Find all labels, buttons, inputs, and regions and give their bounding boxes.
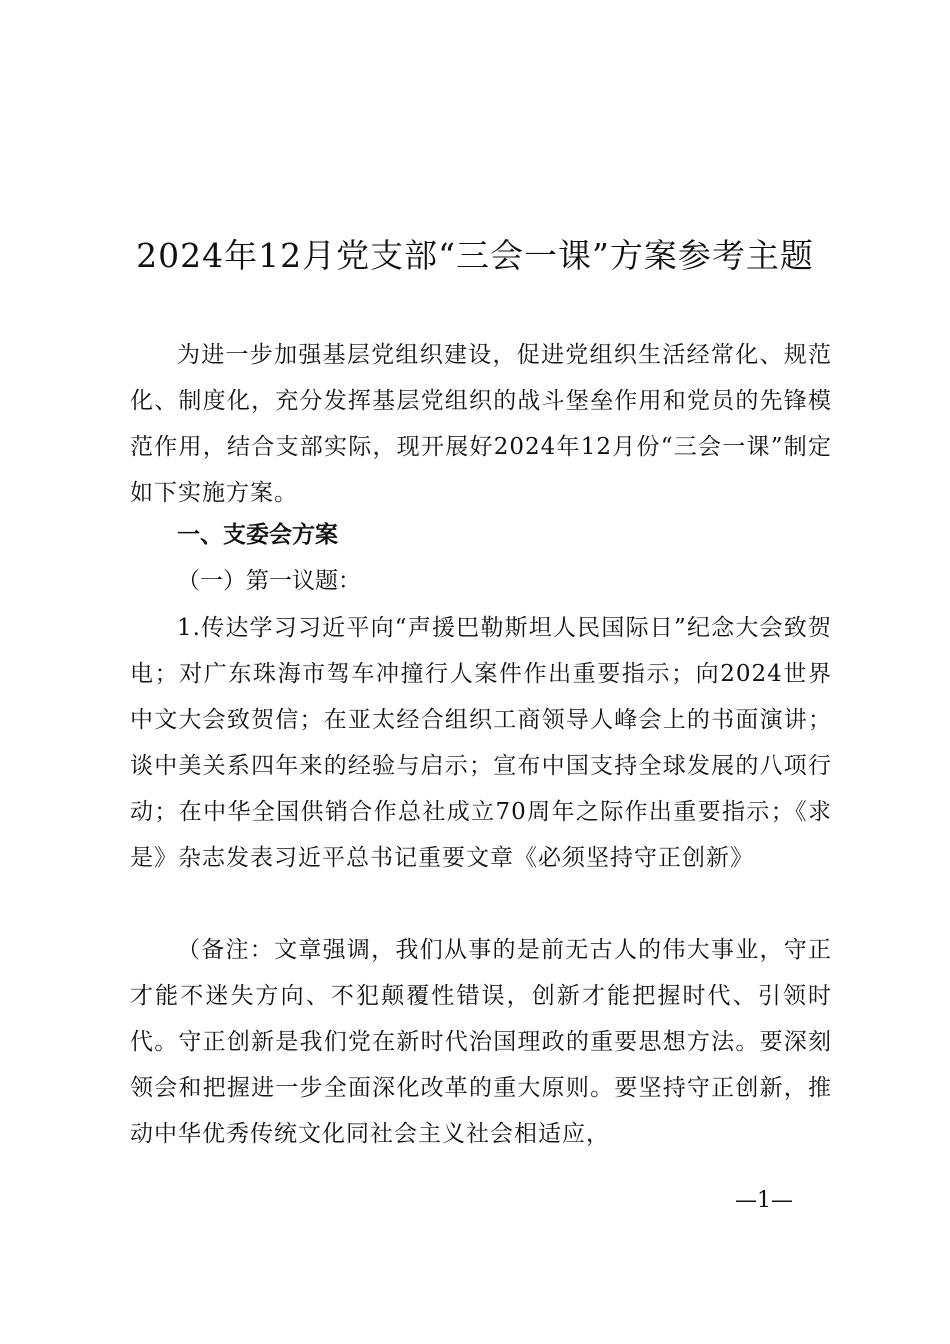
- subsection-heading: （一）第一议题：: [177, 568, 361, 594]
- page-number: —1—: [735, 1188, 793, 1213]
- section-heading: 一、支委会方案: [177, 522, 338, 548]
- intro-paragraph: 为进一步加强基层党组织建设，促进党组织生活经常化、规范化、制度化，充分发挥基层党组织的战斗堡垒作用和党员的先锋模范作用，结合支部实际，现开展好2024年12月份“三会一课”制定如下实施方案。: [130, 342, 832, 506]
- note-paragraph: （备注：文章强调，我们从事的是前无古人的伟大事业，守正才能不迷失方向、不犯颠覆性错误，创新才能把握时代、引领时代。守正创新是我们党在新时代治国理政的重要思想方法。要深刻领会和把握进一步全面深化改革的重大原则。要坚持守正创新，推动中华优秀传统文化同社会主义社会相适应，: [130, 937, 832, 1147]
- item-paragraph: 1.传达学习习近平向“声援巴勒斯坦人民国际日”纪念大会致贺电；对广东珠海市驾车冲撞行人案件作出重要指示；向2024世界中文大会致贺信；在亚太经合组织工商领导人峰会上的书面演讲；谈中美关系四年来的经验与启示；宣布中国支持全球发展的八项行动；在中华全国供销合作总社成立70周年之际作出重要指示；《求是》杂志发表习近平总书记重要文章《必须坚持守正创新》: [130, 615, 832, 871]
- document-title: 2024年12月党支部“三会一课”方案参考主题: [136, 236, 814, 275]
